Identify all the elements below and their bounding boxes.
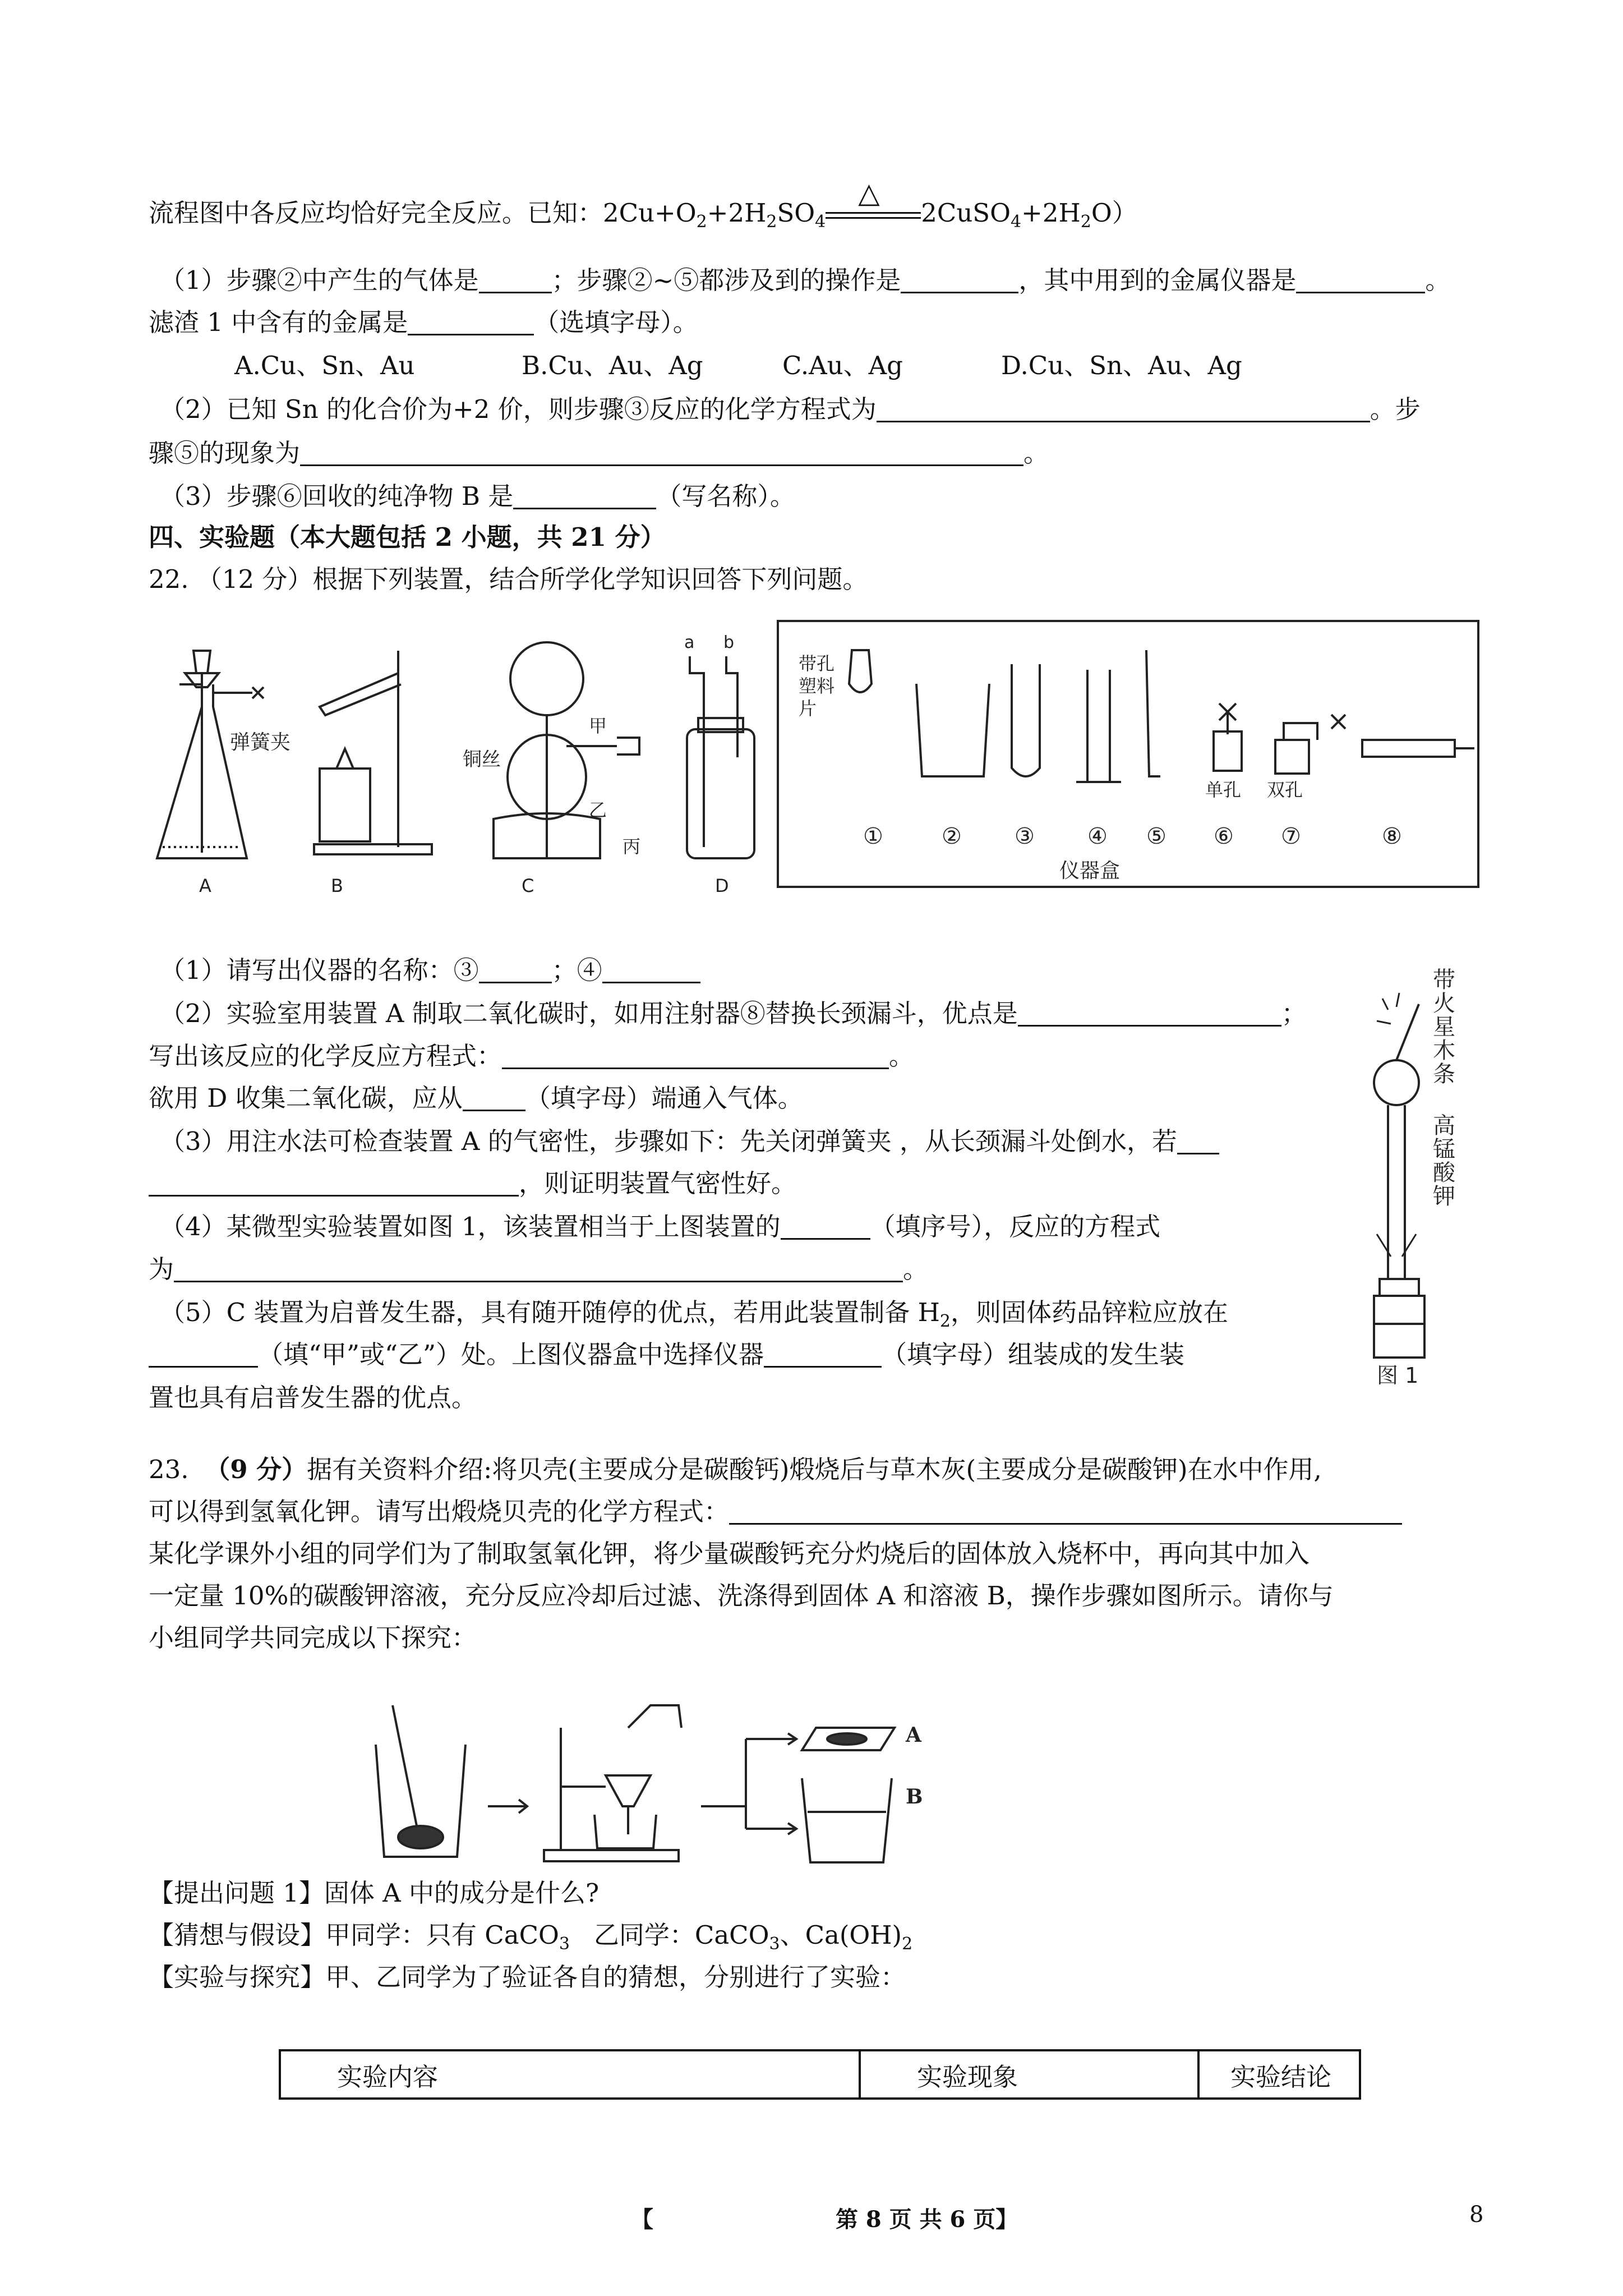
q-text: （5）C 装置为启普发生器，具有随开随停的优点，若用此装置制备 H: [160, 1297, 940, 1327]
q22-part5-line1: [160, 1296, 1228, 1338]
box-number: ②: [942, 823, 962, 849]
port-b-label: b: [723, 633, 735, 652]
answer-blank[interactable]: [502, 1042, 889, 1069]
q21-part1-line1: [160, 264, 1450, 297]
known-lead: 流程图中各反应均恰好完全反应。已知：: [149, 198, 603, 228]
answer-blank[interactable]: [174, 1255, 903, 1282]
section-heading: 四、实验题（本大题包括 2 小题，共 21 分）: [149, 522, 666, 552]
q-text: 、Ca(OH): [780, 1920, 902, 1950]
q-text: （填“甲”或“乙”）处。上图仪器盒中选择仪器: [258, 1340, 764, 1369]
answer-blank[interactable]: [877, 395, 1370, 422]
option-c: C.Au、Ag: [782, 351, 903, 380]
apparatus-b: [314, 651, 432, 896]
answer-blank[interactable]: [764, 1340, 882, 1368]
fig1-label: 星: [1433, 1014, 1455, 1040]
q22-part3-line2: [149, 1167, 796, 1200]
label-a: A: [906, 1723, 921, 1747]
fig1-label: 条: [1433, 1061, 1455, 1087]
q-text: 【猜想与假设】甲同学：只有 CaCO: [149, 1920, 559, 1950]
label-a: A: [199, 875, 211, 896]
eq-sub: 2: [902, 1934, 913, 1954]
q-text: （选填字母）。: [534, 307, 698, 337]
q-text: （填字母）组装成的发生装: [882, 1340, 1185, 1369]
eq-part: +2H: [707, 198, 767, 228]
eq-sub: 3: [769, 1934, 780, 1954]
q-text: ，其中用到的金属仪器是: [1018, 265, 1297, 295]
answer-blank[interactable]: [1296, 266, 1425, 293]
eq-sub: 4: [1011, 212, 1022, 232]
q22-part5-line3: 置也具有启普发生器的优点。: [149, 1383, 477, 1412]
eq-sub: 2: [696, 212, 707, 232]
q-text: （1）请写出仪器的名称：③: [160, 955, 479, 985]
q21-part3: [160, 480, 795, 513]
box-label: 带孔: [799, 653, 835, 674]
port-a-label: a: [684, 633, 695, 652]
answer-blank[interactable]: [901, 266, 1018, 293]
eq-sub: 4: [815, 212, 826, 232]
q-text: 写出该反应的化学反应方程式：: [149, 1041, 502, 1071]
eq-sub: 2: [766, 212, 777, 232]
eq-part: +2H: [1021, 198, 1081, 228]
q-text: 。: [889, 1041, 915, 1071]
fig1-label: 高: [1433, 1113, 1455, 1139]
q21-part2-line1: [160, 393, 1421, 426]
footer-page-text: 第 8 页 共 6 页】: [836, 2206, 1018, 2233]
q-text: ；④: [551, 955, 602, 985]
eq-part: 2CuSO: [921, 198, 1011, 228]
q22-part2-line2: [149, 1039, 914, 1073]
fig1-caption: 图 1: [1377, 1363, 1419, 1388]
q-text: 滤渣 1 中含有的金属是: [149, 307, 408, 337]
instrument-box-drawing: [779, 622, 1477, 886]
q23-explore: 【实验与探究】甲、乙同学为了验证各自的猜想，分别进行了实验：: [149, 1962, 906, 1992]
box-number: ③: [1015, 823, 1035, 849]
q-text: 为: [149, 1254, 174, 1284]
q-text: ，则固体药品锌粒应放在: [951, 1297, 1229, 1327]
jia-label: 甲: [589, 715, 607, 737]
answer-blank[interactable]: [513, 482, 656, 509]
eq-left: 2Cu+O: [603, 198, 697, 228]
answer-blank[interactable]: [149, 1340, 258, 1368]
table-header: 实验结论: [1198, 2050, 1360, 2099]
copper-wire-label: 铜丝: [463, 748, 501, 771]
answer-blank[interactable]: [463, 1084, 525, 1111]
q-text: 。: [903, 1254, 929, 1284]
q-text: 。: [1023, 438, 1049, 468]
box-number: ④: [1087, 823, 1108, 849]
apparatus-figure: [151, 623, 757, 909]
q-score: （9 分）: [205, 1455, 307, 1484]
answer-blank[interactable]: [729, 1497, 1402, 1525]
table-header: 实验现象: [860, 2050, 1198, 2099]
q-text: 。: [1425, 265, 1451, 295]
q-text: （1）步骤②中产生的气体是: [160, 265, 479, 295]
q-text: ；: [1281, 999, 1307, 1028]
answer-blank[interactable]: [479, 956, 552, 983]
page-number: 8: [1469, 2202, 1484, 2228]
apparatus-d: [684, 633, 754, 896]
figure-1: [1366, 965, 1489, 1388]
q-text: 。步: [1370, 394, 1421, 424]
q23-line4: 一定量 10%的碳酸钾溶液，充分反应冷却后过滤、洗涤得到固体 A 和溶液 B，操作步骤如图所示。请你与: [149, 1581, 1334, 1611]
answer-blank[interactable]: [300, 439, 1023, 466]
q-text: （填字母）端通入气体。: [525, 1083, 803, 1113]
fig1-label: 火: [1433, 991, 1455, 1016]
box-number: ⑦: [1281, 823, 1301, 849]
option-b: B.Cu、Au、Ag: [522, 351, 703, 380]
answer-blank[interactable]: [1177, 1127, 1219, 1154]
q-number: 23.: [149, 1455, 189, 1484]
q-text: 据有关资料介绍:将贝壳(主要成分是碳酸钙)煅烧后与草木灰(主要成分是碳酸钾)在水中作用,: [307, 1455, 1322, 1484]
q22-part4-line1: [160, 1210, 1160, 1244]
q23-line1: [149, 1453, 1322, 1487]
eq-sub: 3: [559, 1934, 570, 1954]
option-a: A.Cu、Sn、Au: [234, 351, 415, 380]
box-number: ⑥: [1214, 823, 1234, 849]
eq-sub: 2: [939, 1312, 951, 1331]
q22-part2-line1: [160, 997, 1307, 1030]
q-text: ；步骤②~⑤都涉及到的操作是: [551, 265, 901, 295]
eq-double-line: [826, 212, 921, 219]
answer-blank[interactable]: [781, 1212, 870, 1240]
q22-part4-line2: [149, 1253, 928, 1286]
q23-question1: 【提出问题 1】固体 A 中的成分是什么?: [149, 1878, 600, 1908]
fig1-label: 酸: [1433, 1160, 1455, 1186]
answer-blank[interactable]: [479, 266, 552, 293]
instrument-box: [777, 620, 1479, 888]
q22-intro: 22. （12 分）根据下列装置，结合所学化学知识回答下列问题。: [149, 564, 868, 594]
q21-part1-line2: [149, 306, 698, 339]
label-b: B: [906, 1785, 923, 1809]
q21-part2-line2: [149, 436, 1049, 470]
known-equation-line: [149, 176, 1137, 239]
eq-part: SO: [777, 198, 815, 228]
q-text: （3）步骤⑥回收的纯净物 B 是: [160, 481, 514, 511]
footer-bracket: 【: [631, 2206, 653, 2233]
label-b: B: [331, 875, 343, 896]
fig1-label: 木: [1433, 1038, 1455, 1064]
apparatus-a: [157, 651, 291, 896]
heat-arrow: [826, 176, 921, 227]
q-text: （3）用注水法可检查装置 A 的气密性，步骤如下：先关闭弹簧夹 ，从长颈漏斗处倒水，若: [160, 1126, 1178, 1156]
q22-part5-line2: [149, 1338, 1184, 1372]
eq-sub: 2: [1080, 212, 1091, 232]
bing-label: 丙: [623, 836, 641, 857]
answer-blank[interactable]: [408, 308, 534, 335]
q-text: （2）实验室用装置 A 制取二氧化碳时，如用注射器⑧替换长颈漏斗，优点是: [160, 999, 1018, 1028]
q-text: 欲用 D 收集二氧化碳，应从: [149, 1083, 463, 1113]
q23-line5: 小组同学共同完成以下探究：: [149, 1623, 477, 1653]
q22-part1: [160, 954, 700, 987]
double-hole-label: 双孔: [1267, 779, 1303, 800]
single-hole-label: 单孔: [1205, 779, 1242, 800]
q22-part2-line3: [149, 1082, 803, 1115]
experiment-table: [279, 2049, 1361, 2100]
label-c: C: [522, 875, 534, 896]
spring-clip-label: 弹簧夹: [230, 731, 291, 754]
q21-options: [234, 349, 1242, 383]
label-d: D: [715, 875, 729, 896]
eq-part: O）: [1091, 198, 1137, 228]
q-text: 骤⑤的现象为: [149, 438, 301, 468]
q-text: （4）某微型实验装置如图 1，该装置相当于上图装置的: [160, 1212, 781, 1241]
apparatus-c: [463, 642, 640, 896]
box-number: ⑤: [1146, 823, 1166, 849]
box-number: ①: [863, 823, 883, 849]
q-text: 可以得到氢氧化钾。请写出煅烧贝壳的化学方程式：: [149, 1497, 730, 1526]
box-number: ⑧: [1382, 823, 1402, 849]
q23-line2: [149, 1495, 1402, 1529]
table-header-row: [280, 2050, 1360, 2099]
fig1-label: 钾: [1433, 1184, 1455, 1209]
q23-line3: 某化学课外小组的同学们为了制取氢氧化钾，将少量碳酸钙充分灼烧后的固体放入烧杯中，再向其中加入: [149, 1539, 1310, 1568]
q22-part3-line1: [160, 1125, 1219, 1158]
q-text: （写名称）。: [656, 481, 795, 511]
q23-guess: [149, 1918, 912, 1961]
answer-blank[interactable]: [149, 1169, 519, 1197]
fig1-label: 带: [1433, 967, 1455, 993]
box-label: 塑料: [799, 675, 835, 697]
answer-blank[interactable]: [602, 956, 700, 983]
fig1-label: 锰: [1433, 1137, 1455, 1162]
q-text: 乙同学：CaCO: [569, 1920, 769, 1950]
answer-blank[interactable]: [1018, 999, 1281, 1027]
option-d: D.Cu、Sn、Au、Ag: [1001, 351, 1242, 380]
procedure-figure: [359, 1694, 923, 1868]
table-header: 实验内容: [280, 2050, 860, 2099]
q-text: ，则证明装置气密性好。: [519, 1168, 797, 1198]
box-title: 仪器盒: [1059, 859, 1121, 882]
q-text: （填序号），反应的方程式: [870, 1212, 1161, 1241]
q-text: （2）已知 Sn 的化合价为+2 价，则步骤③反应的化学方程式为: [160, 394, 877, 424]
box-label: 片: [799, 698, 817, 719]
heat-symbol: △: [858, 176, 880, 209]
yi-label: 乙: [589, 799, 607, 821]
